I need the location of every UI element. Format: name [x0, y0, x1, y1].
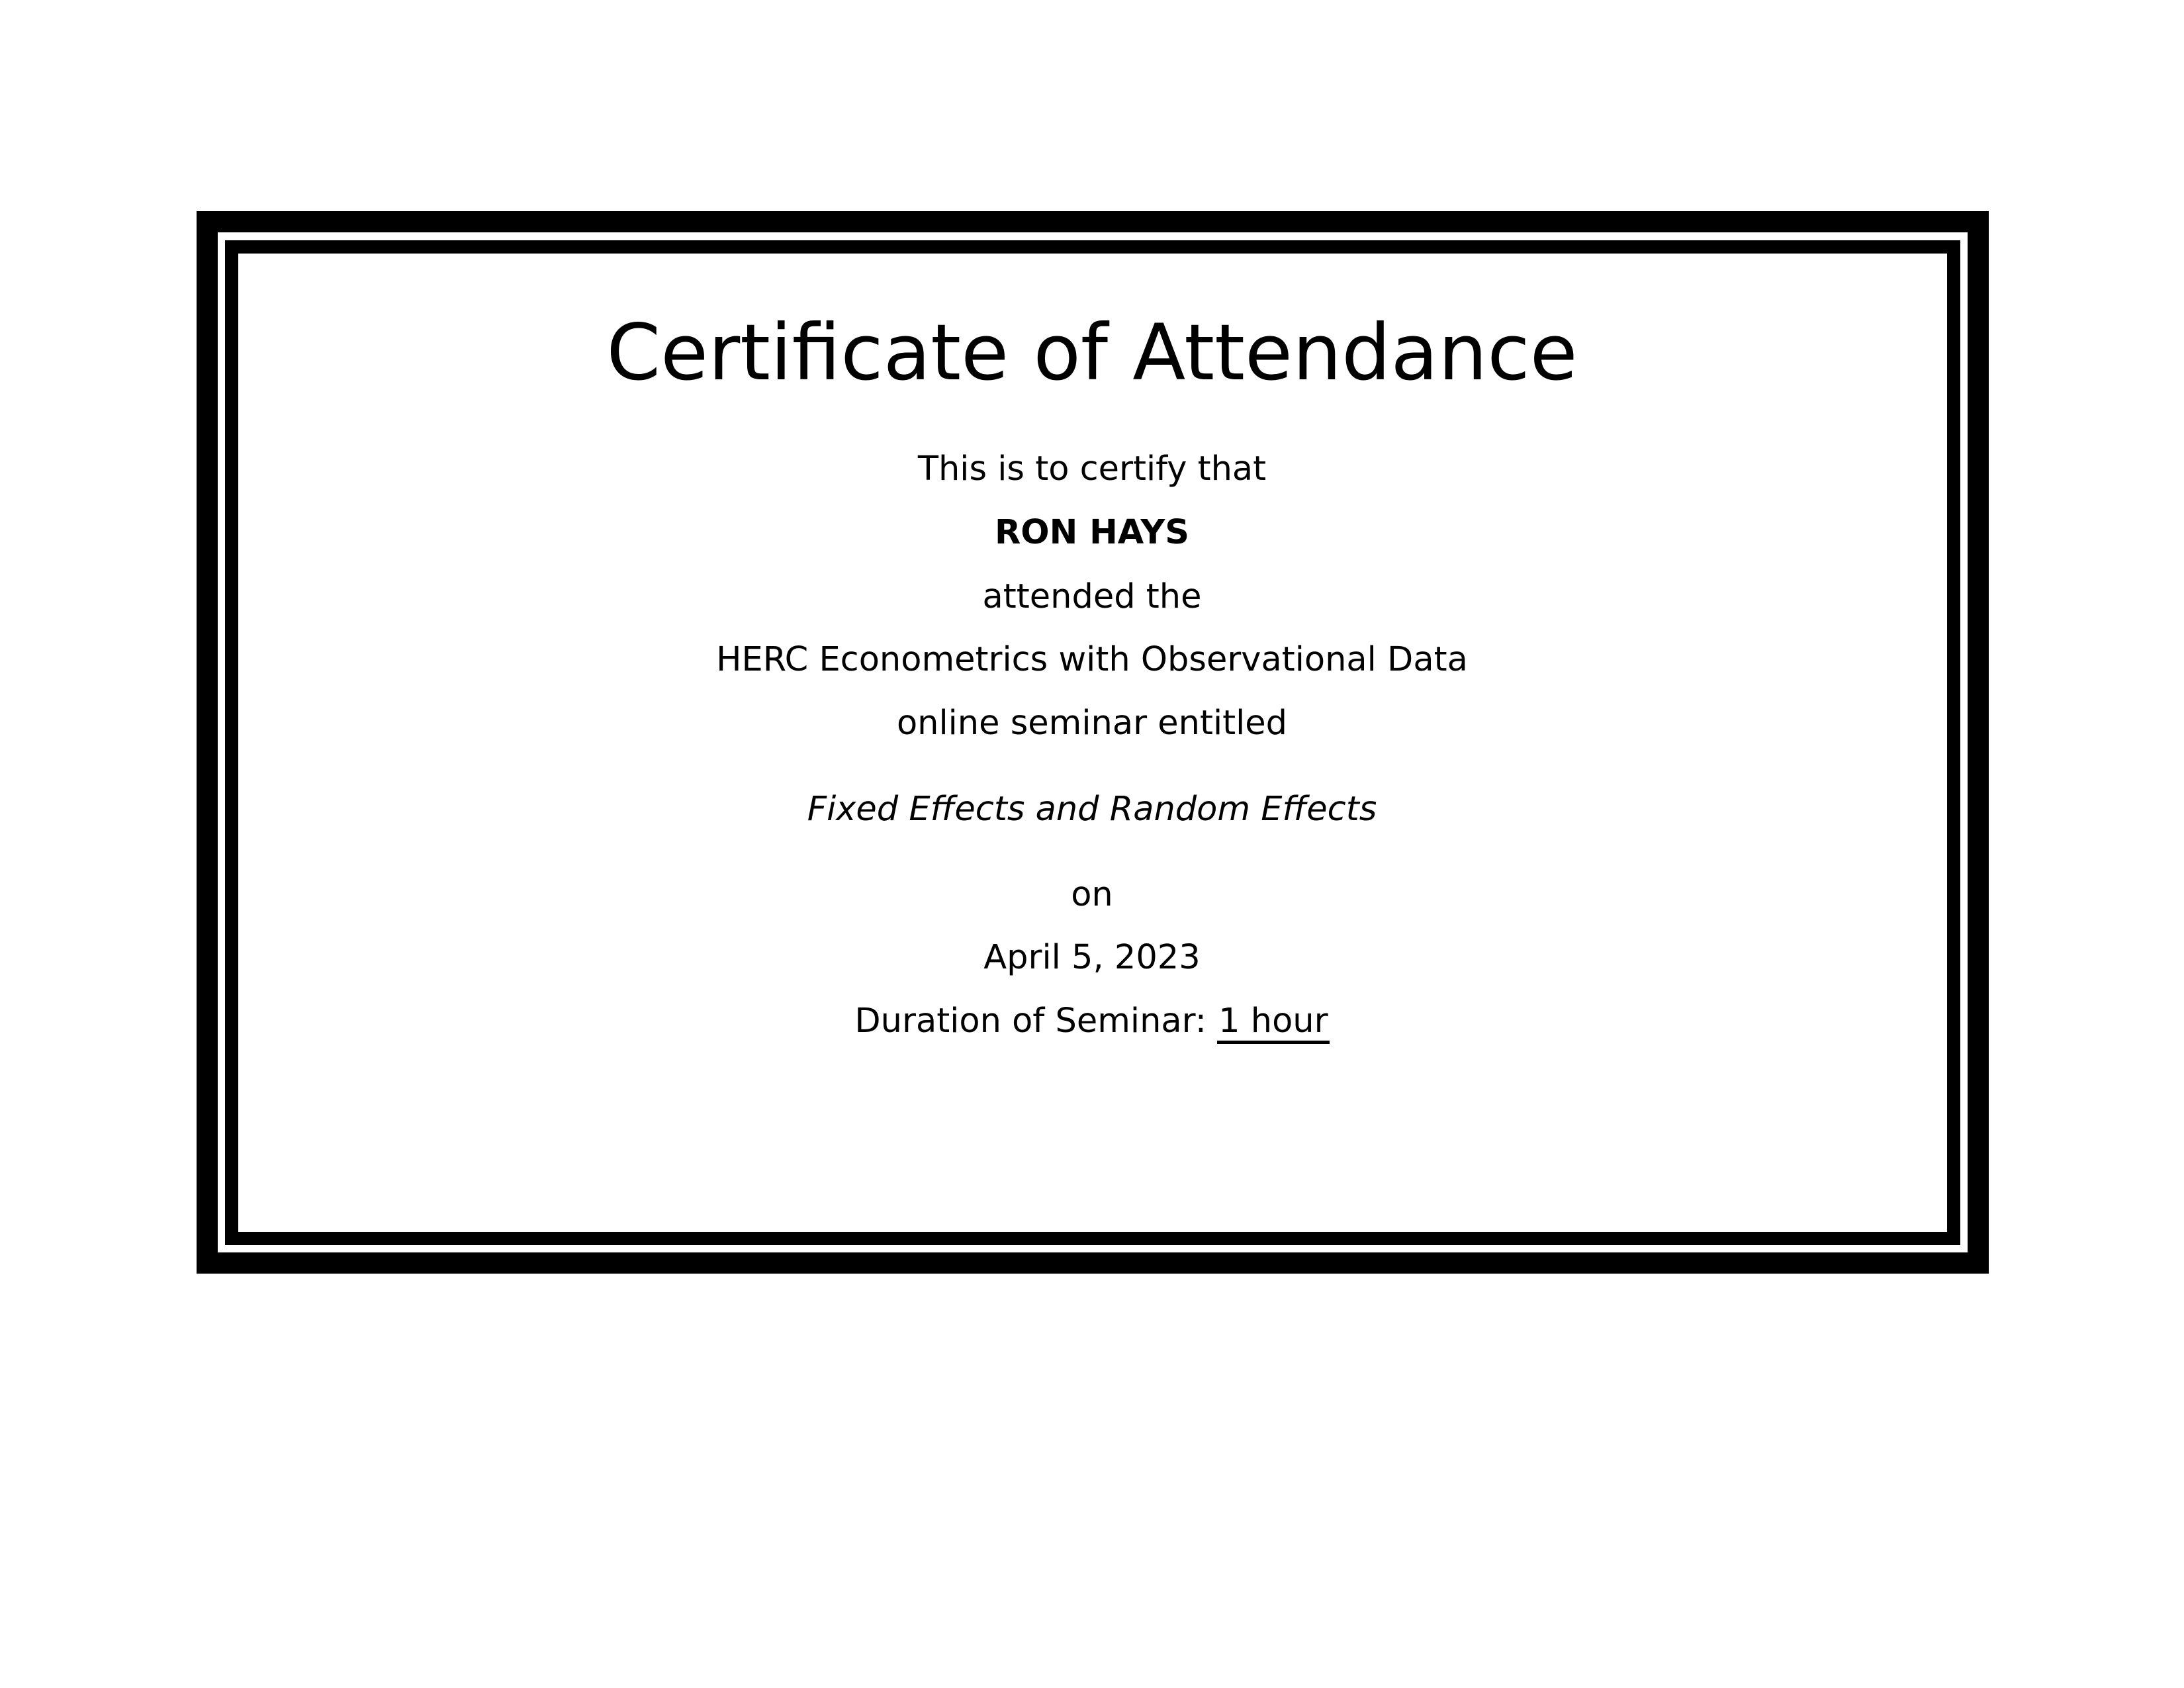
certificate-title: Certificate of Attendance [606, 307, 1578, 398]
attendee-name: RON HAYS [995, 513, 1189, 552]
on-text: on [1071, 875, 1113, 914]
seminar-type-text: online seminar entitled [896, 704, 1288, 743]
duration-line [0, 1000, 2184, 1044]
seminar-date: April 5, 2023 [983, 938, 1201, 977]
duration-value: 1 hour [1217, 1002, 1329, 1044]
seminar-series-name: HERC Econometrics with Observational Data [716, 640, 1468, 679]
seminar-title: Fixed Effects and Random Effects [807, 790, 1377, 829]
certify-intro-text: This is to certify that [917, 449, 1267, 489]
attended-text: attended the [982, 577, 1202, 616]
duration-label: Duration of Seminar: [854, 1002, 1206, 1041]
